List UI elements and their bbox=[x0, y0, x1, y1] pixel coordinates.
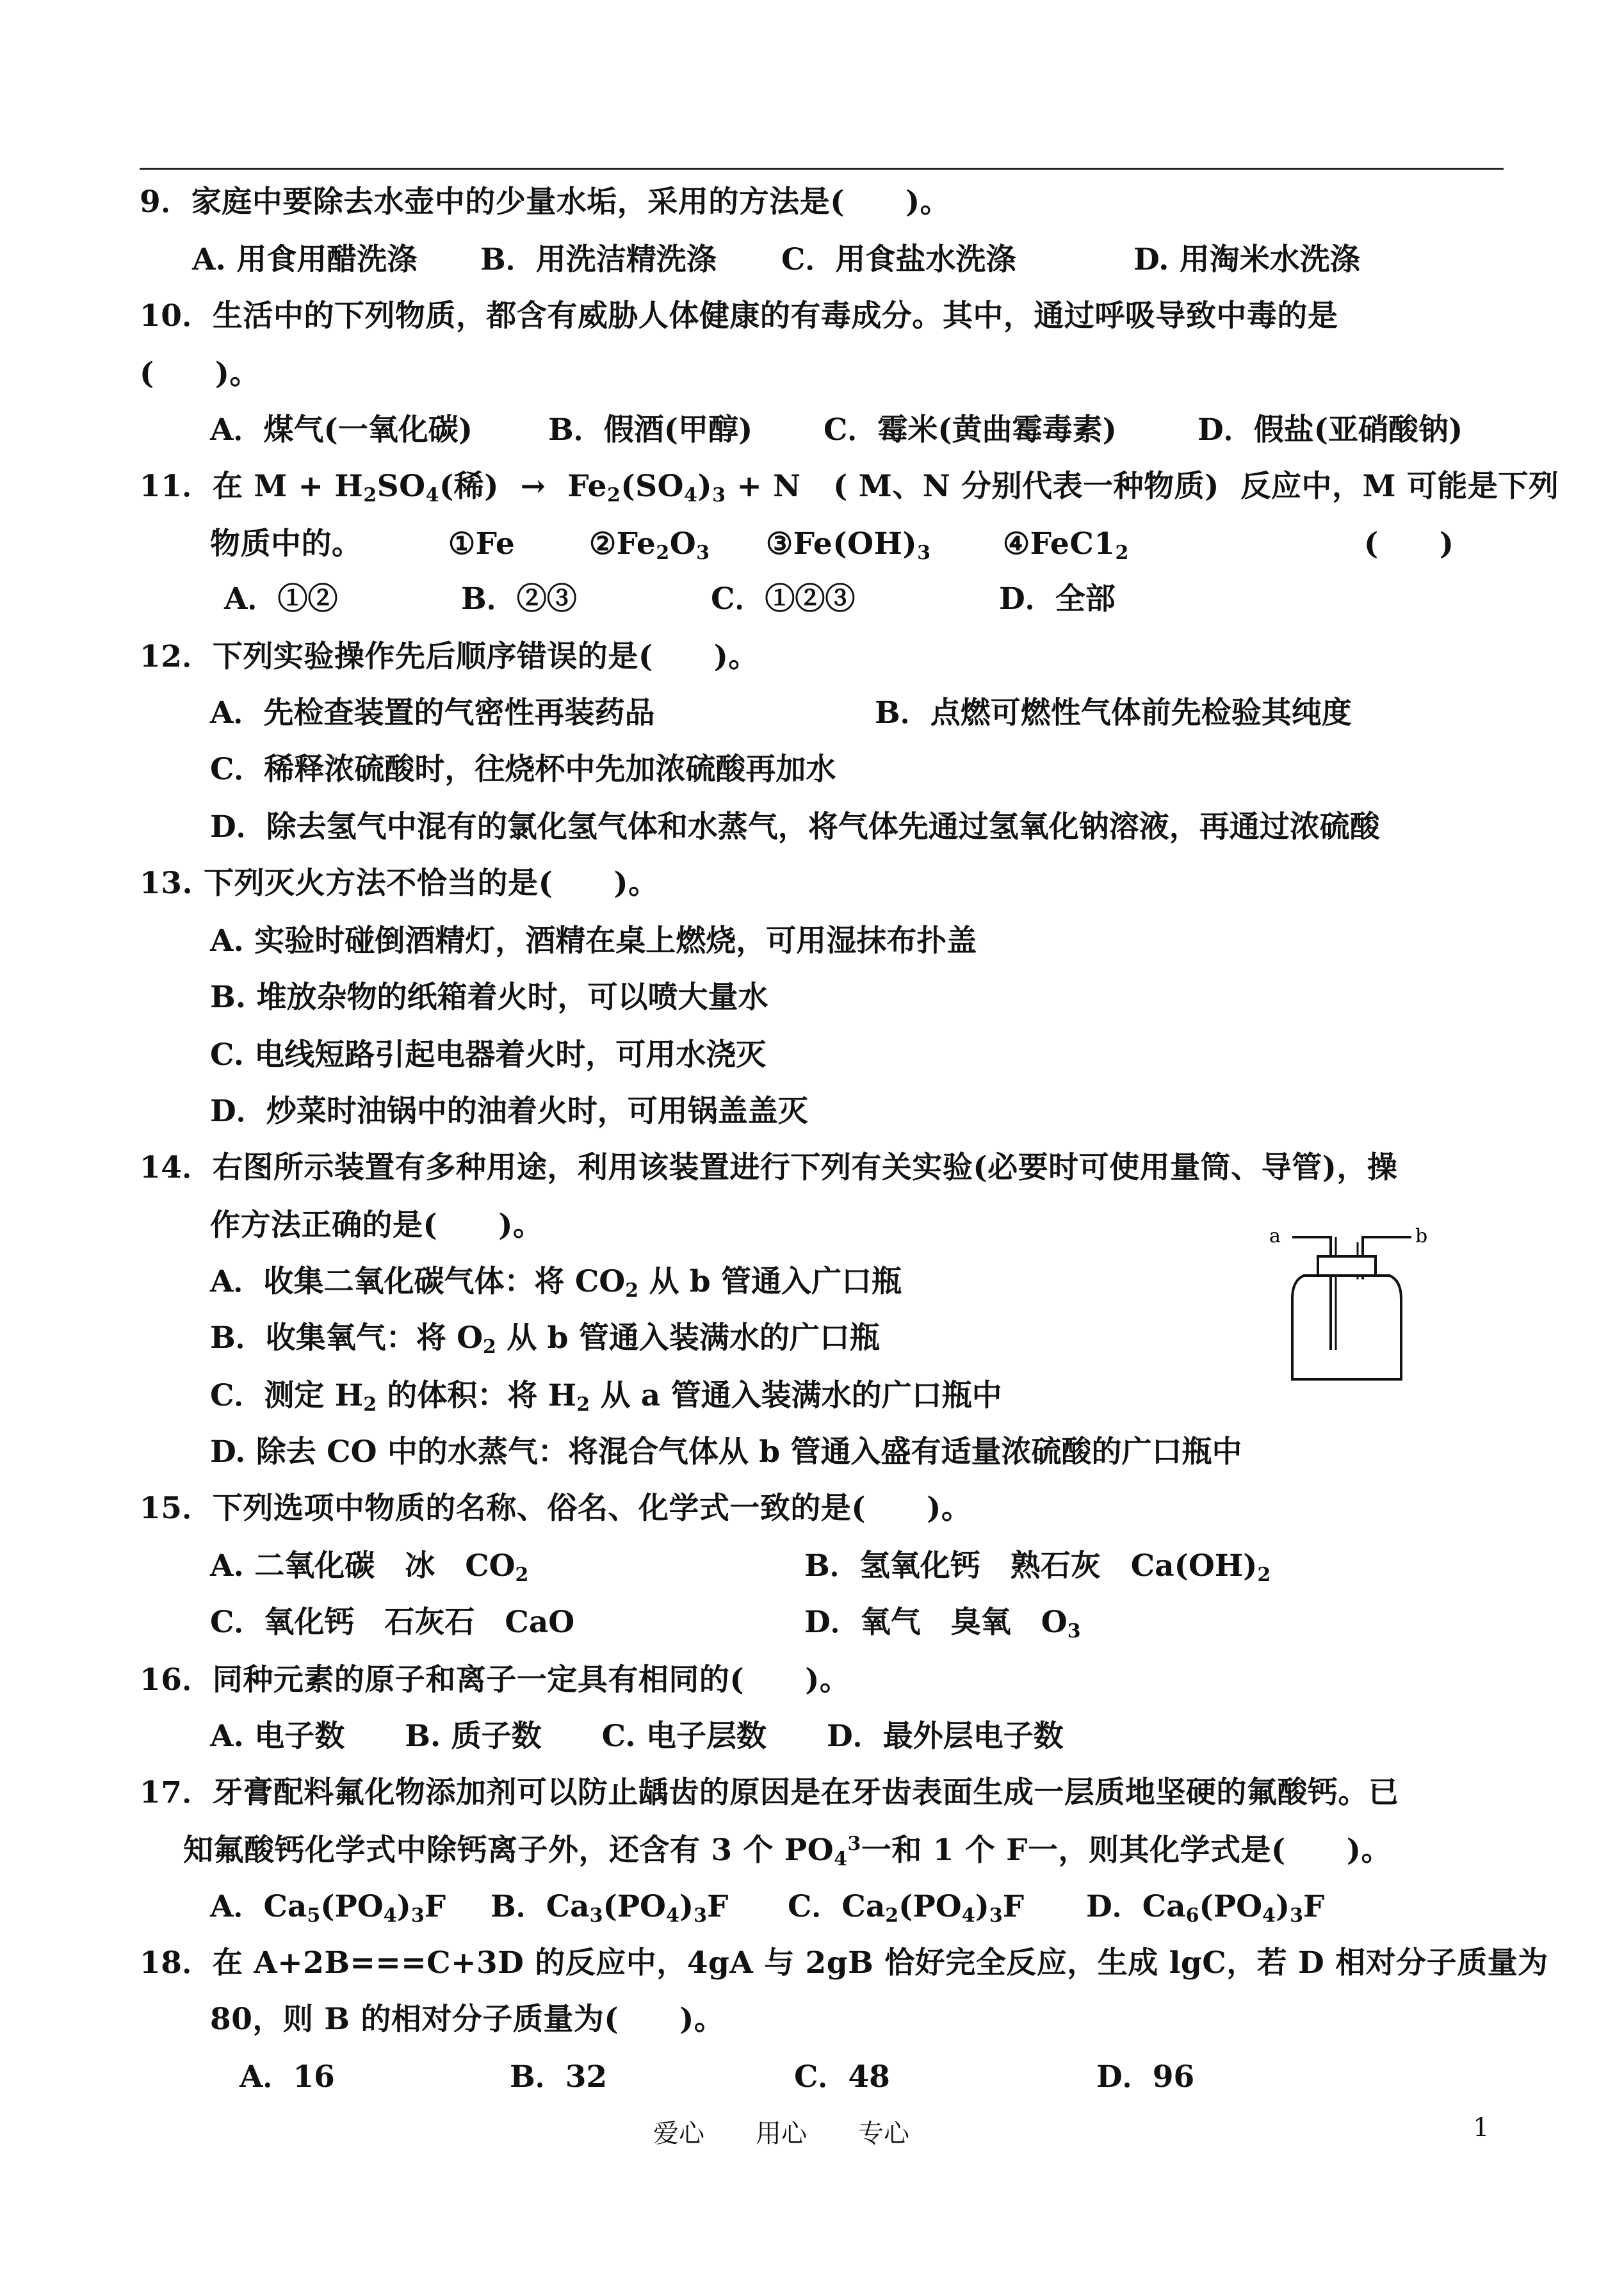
q14-stem-line1: 14．右图所示装置有多种用途，利用该装置进行下列有关实验(必要时可使用量筒、导管)，操 bbox=[140, 1150, 1398, 1185]
q13-option-c: C. 电线短路引起电器着火时，可用水浇灭 bbox=[210, 1037, 767, 1073]
q11-option-b: B．②③ bbox=[461, 581, 577, 617]
q16-stem: 16．同种元素的原子和离子一定具有相同的( )。 bbox=[140, 1662, 850, 1698]
q18-stem-line2: 80，则 B 的相对分子质量为( )。 bbox=[210, 2002, 725, 2037]
q9-option-b: B．用洗洁精洗涤 bbox=[480, 242, 717, 277]
q13-option-b: B. 堆放杂物的纸箱着火时，可以喷大量水 bbox=[210, 980, 768, 1015]
q12-option-c: C．稀释浓硫酸时，往烧杯中先加浓硫酸再加水 bbox=[210, 752, 836, 787]
q11-option-c: C．①②③ bbox=[711, 581, 856, 617]
q13-stem: 13. 下列灭火方法不恰当的是( )。 bbox=[140, 866, 659, 901]
q18-option-b: B．32 bbox=[510, 2059, 608, 2095]
q11-stem-line1: 11．在 $M + H_2SO_4$(稀) → $Fe_2(SO_4)_3 + N$ ( M、N 分别代表一种物质) 反应中，M 可能是下列 bbox=[140, 469, 1559, 507]
q11-item-3: $③Fe(OH)_3$ bbox=[766, 526, 931, 564]
q9-option-d: D. 用淘米水洗涤 bbox=[1133, 242, 1360, 277]
q15-option-c: C．氧化钙 石灰石 CaO bbox=[210, 1605, 575, 1640]
q15-option-d: D．氧气 臭氧 $O_3$ bbox=[804, 1605, 1081, 1642]
q12-option-d: D．除去氢气中混有的氯化氢气体和水蒸气，将气体先通过氢氧化钠溶液，再通过浓硫酸 bbox=[210, 809, 1380, 845]
q10-option-b: B．假酒(甲醇) bbox=[548, 412, 753, 448]
q18-stem-line1: 18．在 A+2B===C+3D 的反应中，4gA 与 2gB 恰好完全反应，生成 lgC，若 D 相对分子质量为 bbox=[140, 1945, 1548, 1981]
q14-option-a: A．收集二氧化碳气体：将 $CO_2$ 从 b 管通入广口瓶 bbox=[210, 1264, 902, 1302]
header-rule bbox=[140, 168, 1504, 170]
q18-option-a: A．16 bbox=[240, 2059, 335, 2095]
q17-stem-line2: 知氟酸钙化学式中除钙离子外，还含有 3 个 $PO_4^3$一和 1 个 F一，则其化学式是( )。 bbox=[183, 1833, 1392, 1870]
q17-option-b: B．$Ca_3(PO_4)_3F$ bbox=[491, 1889, 729, 1927]
q18-option-c: C．48 bbox=[794, 2059, 890, 2095]
gas-washing-bottle-diagram bbox=[1267, 1222, 1446, 1388]
q10-option-d: D．假盐(亚硝酸钠) bbox=[1198, 412, 1463, 448]
q14-stem-line2: 作方法正确的是( )。 bbox=[210, 1208, 544, 1243]
q10-stem-line2: ( )。 bbox=[140, 356, 260, 391]
q12-stem: 12．下列实验操作先后顺序错误的是( )。 bbox=[140, 639, 759, 674]
q11-item-2: $②Fe_2O_3$ bbox=[589, 526, 710, 564]
q15-option-a: A. 二氧化碳 冰 $CO_2$ bbox=[210, 1548, 529, 1586]
q15-option-b: B．氢氧化钙 熟石灰 $Ca(OH)_2$ bbox=[804, 1548, 1271, 1586]
page-number: 1 bbox=[1473, 2113, 1490, 2143]
q10-stem-line1: 10．生活中的下列物质，都含有威胁人体健康的有毒成分。其中，通过呼吸导致中毒的是 bbox=[140, 298, 1338, 334]
q11-option-a: A．①② bbox=[224, 581, 338, 617]
q17-option-d: D．$Ca_6(PO_4)_3F$ bbox=[1086, 1889, 1325, 1927]
q11-item-1: ①Fe bbox=[448, 526, 516, 562]
q17-option-c: C．$Ca_2(PO_4)_3F$ bbox=[788, 1889, 1025, 1927]
q9-option-a: A. 用食用醋洗涤 bbox=[192, 242, 418, 277]
q13-option-a: A. 实验时碰倒酒精灯，酒精在桌上燃烧，可用湿抹布扑盖 bbox=[210, 923, 977, 959]
q17-stem-line1: 17．牙膏配料氟化物添加剂可以防止龋齿的原因是在牙齿表面生成一层质地坚硬的氟酸钙。已 bbox=[140, 1775, 1399, 1810]
q12-option-a: A．先检查装置的气密性再装药品 bbox=[210, 695, 655, 731]
q16-options: A. 电子数 B. 质子数 C. 电子层数 D．最外层电子数 bbox=[210, 1719, 1064, 1754]
q11-answer-paren: ( ) bbox=[1364, 526, 1454, 562]
q9-option-c: C．用食盐水洗涤 bbox=[781, 242, 1016, 277]
q10-option-a: A．煤气(一氧化碳) bbox=[210, 412, 473, 448]
tube-label-a: a bbox=[1269, 1225, 1281, 1247]
q12-option-b: B．点燃可燃性气体前先检验其纯度 bbox=[875, 695, 1352, 731]
long-tube-a bbox=[1292, 1237, 1331, 1350]
q14-option-d: D. 除去 CO 中的水蒸气：将混合气体从 b 管通入盛有适量浓硫酸的广口瓶中 bbox=[210, 1434, 1242, 1470]
q9-stem: 9．家庭中要除去水壶中的少量水垢，采用的方法是( )。 bbox=[140, 184, 951, 220]
q11-stem-line2: 物质中的。 bbox=[210, 526, 362, 562]
q17-option-a: A．$Ca_5(PO_4)_3F$ bbox=[210, 1889, 446, 1927]
q14-option-c: C．测定 $H_2$ 的体积：将 $H_2$ 从 a 管通入装满水的广口瓶中 bbox=[210, 1378, 1002, 1416]
q11-option-d: D．全部 bbox=[999, 581, 1116, 617]
q11-item-4: $④FeC1_2$ bbox=[1003, 526, 1129, 564]
stopper bbox=[1318, 1256, 1376, 1276]
q10-option-c: C．霉米(黄曲霉毒素) bbox=[824, 412, 1117, 448]
q15-stem: 15．下列选项中物质的名称、俗名、化学式一致的是( )。 bbox=[140, 1491, 972, 1526]
q13-option-d: D．炒菜时油锅中的油着火时，可用锅盖盖灭 bbox=[210, 1094, 808, 1129]
tube-label-b: b bbox=[1415, 1225, 1428, 1247]
q18-option-d: D．96 bbox=[1096, 2059, 1195, 2095]
footer-slogan: 爱心 用心 专心 bbox=[653, 2119, 909, 2148]
bottle-body bbox=[1292, 1276, 1401, 1379]
q14-option-b: B．收集氧气：将 $O_2$ 从 b 管通入装满水的广口瓶 bbox=[210, 1320, 880, 1358]
